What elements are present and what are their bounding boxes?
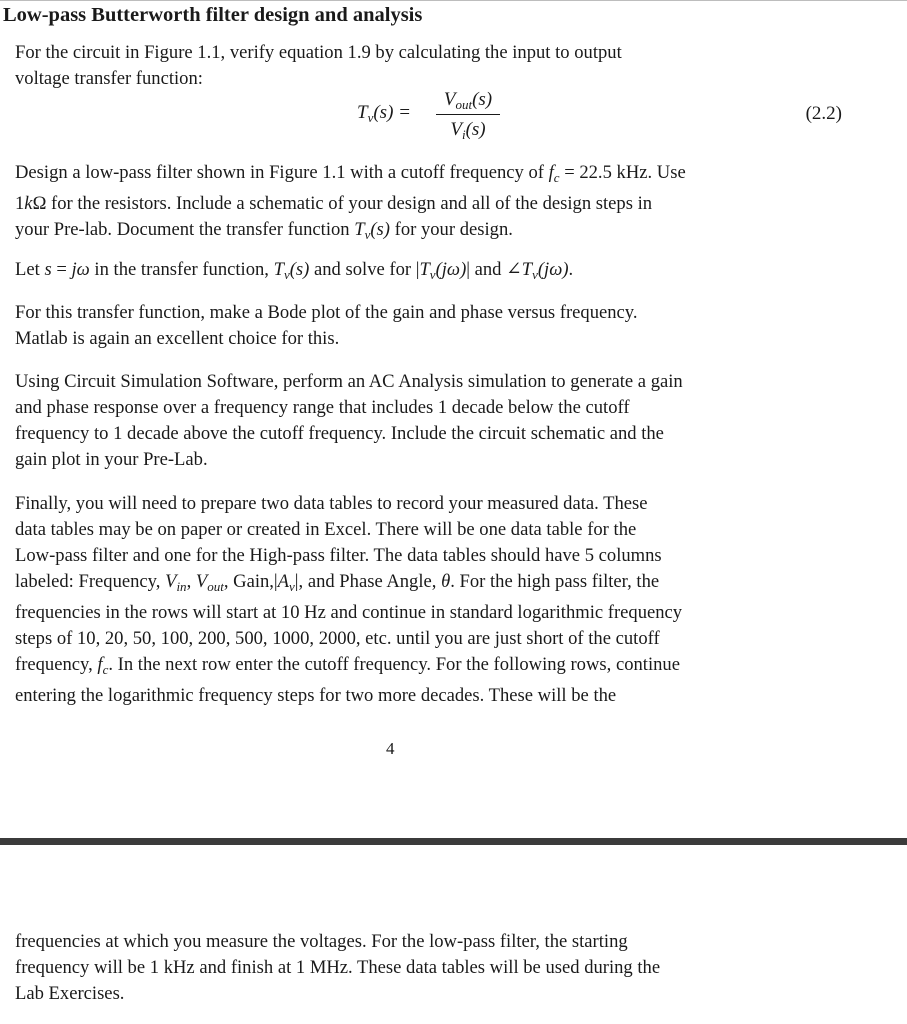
tables-line-8: entering the logarithmic frequency steps for two more decades. These will be the <box>15 685 617 706</box>
equation-denominator: $V_i(s)$ <box>450 119 486 142</box>
simulation-line-4: gain plot in your Pre-Lab. <box>15 449 208 470</box>
fraction-bar <box>436 114 500 115</box>
design-paragraph <box>15 160 855 248</box>
equation-number: (2.2) <box>805 103 842 124</box>
design-line-1: Design a low-pass filter shown in Figure 1.1 with a cutoff frequency of $f_c = 22.5$ kHz. Use <box>15 162 686 185</box>
transfer-function-equation <box>0 88 907 144</box>
tables-line-5: frequencies in the rows will start at 10 Hz and continue in standard logarithmic frequency <box>15 602 683 623</box>
let-paragraph <box>15 257 855 288</box>
tables-line-2: data tables may be on paper or created in Excel. There will be one data table for the <box>15 519 637 540</box>
continuation-line-2: frequency will be 1 kHz and finish at 1 MHz. These data tables will be used during the <box>15 957 661 978</box>
tables-line-3: Low-pass filter and one for the High-pass filter. The data tables should have 5 columns <box>15 545 662 566</box>
top-rule <box>0 0 907 1</box>
bode-line-2: Matlab is again an excellent choice for this. <box>15 328 340 349</box>
bode-paragraph <box>15 300 855 352</box>
intro-line-2: voltage transfer function: <box>15 68 203 89</box>
equation-fraction <box>436 88 500 142</box>
tables-line-4: labeled: Frequency, $V_{in}$, $V_{out}$, $Gain,|A_v|$, and Phase Angle, θ. For the high pass filter, the <box>15 571 660 594</box>
continuation-line-3: Lab Exercises. <box>15 983 125 1004</box>
equation-lhs: $T_v(s)$ = <box>357 102 411 125</box>
page-number: 4 <box>386 739 395 758</box>
simulation-line-1: Using Circuit Simulation Software, perform an AC Analysis simulation to generate a gain <box>15 371 683 392</box>
continuation-line-1: frequencies at which you measure the voltages. For the low-pass filter, the starting <box>15 931 628 952</box>
section-title: Low-pass Butterworth filter design and analysis <box>3 4 423 26</box>
tables-line-7: frequency, $f_c$. In the next row enter the cutoff frequency. For the following rows, continue <box>15 654 680 677</box>
intro-paragraph <box>15 40 855 92</box>
bode-line-1: For this transfer function, make a Bode plot of the gain and phase versus frequency. <box>15 302 638 323</box>
simulation-line-2: and phase response over a frequency range that includes 1 decade below the cutoff <box>15 397 630 418</box>
simulation-paragraph <box>15 369 855 473</box>
let-line: Let s = jω in the transfer function, $T_v(s)$ and solve for $|T_v(j\omega)|$ and $\angle T_v(j\omega)$. <box>15 259 574 282</box>
design-line-2: 1kΩ for the resistors. Include a schematic of your design and all of the design steps in <box>15 193 653 214</box>
tables-line-6: steps of 10, 20, 50, 100, 200, 500, 1000, 2000, etc. until you are just short of the cutoff <box>15 628 660 649</box>
intro-line-1: For the circuit in Figure 1.1, verify equation 1.9 by calculating the input to output <box>15 42 622 63</box>
tables-line-1: Finally, you will need to prepare two data tables to record your measured data. These <box>15 493 648 514</box>
data-tables-paragraph <box>15 491 855 709</box>
equation-numerator: $V_{out}(s)$ <box>443 89 493 112</box>
page-break-divider <box>0 838 907 845</box>
simulation-line-3: frequency to 1 decade above the cutoff frequency. Include the circuit schematic and the <box>15 423 664 444</box>
continuation-paragraph <box>15 929 855 1007</box>
design-line-3: your Pre-lab. Document the transfer function $T_v(s)$ for your design. <box>15 219 513 242</box>
